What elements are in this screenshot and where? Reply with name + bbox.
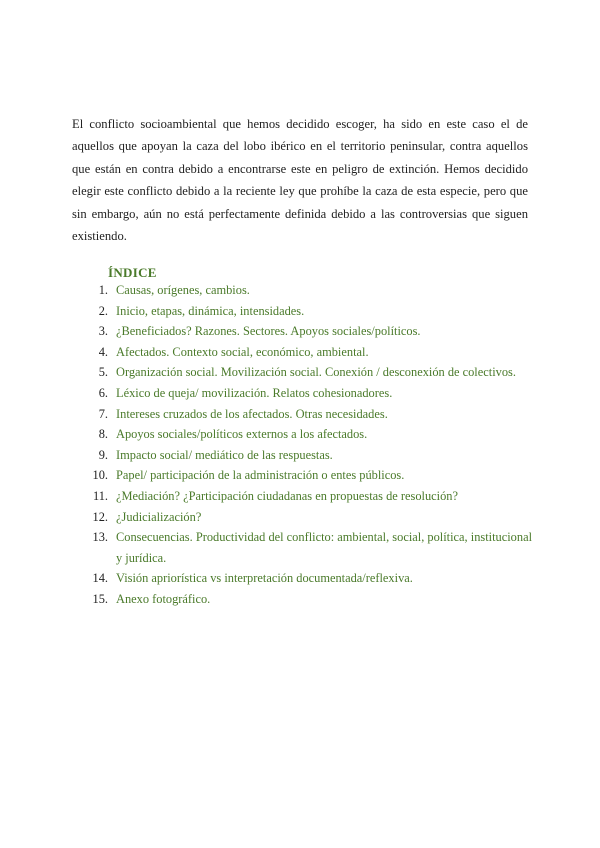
toc-item [72, 280, 532, 301]
toc-item-label: Organización social. Movilización social. Conexión / desconexión de colectivos. [116, 365, 516, 380]
toc-item-number: 14. [92, 571, 108, 586]
toc-item-number: 4. [98, 344, 108, 359]
table-of-contents [72, 280, 532, 610]
toc-item-label: Papel/ participación de la administración o entes públicos. [116, 468, 405, 483]
toc-item [72, 342, 532, 363]
toc-item [72, 527, 532, 568]
toc-item [72, 424, 532, 445]
toc-item-number: 5. [98, 365, 108, 380]
toc-item [72, 486, 532, 507]
toc-item [72, 465, 532, 486]
toc-item [72, 445, 532, 466]
intro-paragraph: El conflicto socioambiental que hemos decidido escoger, ha sido en este caso el de aquellos que apoyan la caza del lobo ibérico en el territorio peninsular, contra aquellos que están en contra debido a encontrarse este en peligro de extinción. Hemos decidido elegir este conflicto debido a la reciente ley que prohíbe la caza de esta especie, pero que sin embargo, aún no está perfectamente definida debido a las controversias que siguen existiendo. [72, 117, 528, 244]
toc-item-label: Intereses cruzados de los afectados. Otras necesidades. [116, 406, 388, 421]
toc-item-number: 8. [98, 427, 108, 442]
toc-item-number: 9. [98, 447, 108, 462]
toc-item [72, 589, 532, 610]
index-title: ÍNDICE [108, 265, 157, 280]
toc-item [72, 383, 532, 404]
toc-item-label: ¿Judicialización? [116, 509, 202, 524]
toc-item-label: Apoyos sociales/políticos externos a los afectados. [116, 427, 368, 442]
toc-item-label: Visión apriorística vs interpretación documentada/reflexiva. [116, 571, 413, 586]
toc-item [72, 321, 532, 342]
toc-item-number: 6. [98, 385, 108, 400]
toc-item-label: Impacto social/ mediático de las respuestas. [116, 447, 333, 462]
toc-item [72, 301, 532, 322]
toc-item-label: ¿Mediación? ¿Participación ciudadanas en propuestas de resolución? [116, 488, 458, 503]
toc-item-label: Anexo fotográfico. [116, 591, 211, 606]
toc-item-label: Inicio, etapas, dinámica, intensidades. [116, 303, 305, 318]
toc-item [72, 568, 532, 589]
toc-item-label: Léxico de queja/ movilización. Relatos cohesionadores. [116, 385, 393, 400]
toc-item-label: Consecuencias. Productividad del conflicto: ambiental, social, política, institucional y jurídica. [116, 530, 533, 565]
toc-item-number: 3. [98, 324, 108, 339]
toc-item-label: Afectados. Contexto social, económico, ambiental. [116, 344, 369, 359]
toc-item-number: 12. [92, 509, 108, 524]
toc-item-number: 7. [98, 406, 108, 421]
toc-item-number: 1. [98, 283, 108, 297]
toc-item [72, 362, 532, 383]
toc-item-number: 11. [92, 488, 108, 503]
toc-item-number: 15. [92, 591, 108, 606]
toc-item-number: 2. [98, 303, 108, 318]
toc-item [72, 507, 532, 528]
toc-item-number: 10. [92, 468, 108, 483]
toc-item-number: 13. [92, 530, 108, 545]
toc-item-label: Causas, orígenes, cambios. [116, 283, 250, 297]
toc-item [72, 404, 532, 425]
toc-item-label: ¿Beneficiados? Razones. Sectores. Apoyos sociales/políticos. [116, 324, 421, 339]
